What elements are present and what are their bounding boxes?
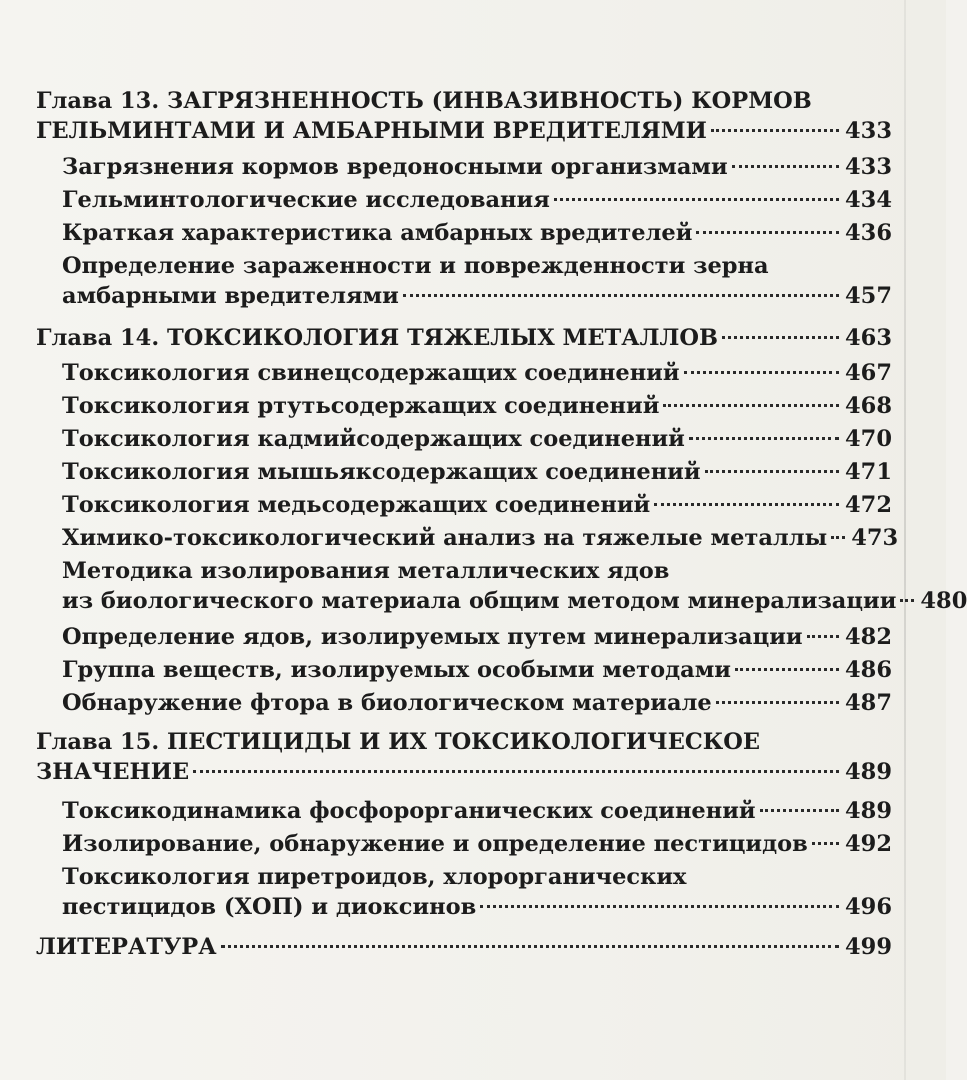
toc-page-number: 463 <box>845 325 892 351</box>
toc-entry-title: Загрязнения кормов вредоносными организмами <box>62 154 728 180</box>
dot-leader <box>480 905 839 908</box>
toc-section <box>36 556 967 616</box>
toc-section <box>36 829 892 859</box>
toc-page-number: 467 <box>845 360 892 386</box>
toc-page-number: 480 <box>920 588 967 614</box>
dot-leader <box>807 635 839 638</box>
dot-leader <box>735 668 839 671</box>
toc-page-number: 433 <box>845 154 892 180</box>
dot-leader <box>705 470 839 473</box>
toc-page-number: 496 <box>845 894 892 920</box>
toc-section <box>36 358 892 388</box>
toc-entry-title: ЛИТЕРАТУРА <box>36 934 217 960</box>
toc-section <box>36 688 892 718</box>
toc-entry-title: амбарными вредителями <box>62 283 399 309</box>
toc-entry-title: Группа веществ, изолируемых особыми методами <box>62 657 731 683</box>
dot-leader <box>403 294 839 297</box>
toc-section <box>36 796 892 826</box>
toc-entry-title-line1: Глава 13. ЗАГРЯЗНЕННОСТЬ (ИНВАЗИВНОСТЬ) КОРМОВ <box>36 88 812 114</box>
dot-leader <box>900 599 914 602</box>
toc-page-number: 487 <box>845 690 892 716</box>
toc-section <box>36 862 892 922</box>
toc-section <box>36 424 892 454</box>
toc-section <box>36 490 892 520</box>
toc-page-number: 473 <box>851 525 899 551</box>
dot-leader <box>663 404 839 407</box>
toc-page-number: 482 <box>845 624 892 650</box>
toc-entry-title-line1: Определение зараженности и поврежденности зерна <box>62 253 769 279</box>
toc-section <box>36 655 892 685</box>
dot-leader <box>711 129 839 132</box>
toc-entry-title-line1: Глава 15. ПЕСТИЦИДЫ И ИХ ТОКСИКОЛОГИЧЕСКОЕ <box>36 729 760 755</box>
dot-leader <box>722 336 839 339</box>
dot-leader <box>732 165 839 168</box>
toc-entry-title: Токсикология свинецсодержащих соединений <box>62 360 680 386</box>
toc-section <box>36 622 892 652</box>
toc-entry-title: Токсикология мышьяксодержащих соединений <box>62 459 701 485</box>
toc-entry-title: Токсикодинамика фосфорорганических соединений <box>62 798 756 824</box>
toc-section <box>36 218 892 248</box>
toc-chapter-15 <box>36 727 892 787</box>
dot-leader <box>760 809 839 812</box>
toc-entry-title: Краткая характеристика амбарных вредителей <box>62 220 693 246</box>
toc-page-number: 433 <box>845 118 892 144</box>
dot-leader <box>696 231 839 234</box>
toc-entry-title-line1: Методика изолирования металлических ядов <box>62 558 670 584</box>
toc-page-number: 436 <box>845 220 892 246</box>
page-edge-shadow <box>904 0 906 1080</box>
dot-leader <box>554 198 839 201</box>
toc-page-number: 471 <box>845 459 892 485</box>
toc-entry-title: Обнаружение фтора в биологическом материале <box>62 690 712 716</box>
toc-page-number: 434 <box>845 187 892 213</box>
toc-entry-title: Изолирование, обнаружение и определение пестицидов <box>62 831 808 857</box>
toc-entry-title: Токсикология медьсодержащих соединений <box>62 492 651 518</box>
dot-leader <box>812 842 839 845</box>
toc-chapter-14 <box>36 323 892 353</box>
dot-leader <box>684 371 839 374</box>
toc-entry-title: Гельминтологические исследования <box>62 187 550 213</box>
toc-chapter-13 <box>36 86 892 146</box>
dot-leader <box>689 437 839 440</box>
dot-leader <box>654 503 839 506</box>
toc-page-number: 499 <box>845 934 892 960</box>
dot-leader <box>831 536 845 539</box>
toc-section <box>36 457 892 487</box>
toc-entry-title: ГЕЛЬМИНТАМИ И АМБАРНЫМИ ВРЕДИТЕЛЯМИ <box>36 118 707 144</box>
toc-section <box>36 391 892 421</box>
toc-entry-title: Глава 14. ТОКСИКОЛОГИЯ ТЯЖЕЛЫХ МЕТАЛЛОВ <box>36 325 719 351</box>
dot-leader <box>716 701 839 704</box>
toc-section <box>36 185 892 215</box>
toc-page-number: 486 <box>845 657 892 683</box>
toc-entry-title: Токсикология ртутьсодержащих соединений <box>62 393 660 419</box>
toc-section <box>36 152 892 182</box>
toc-page-number: 470 <box>845 426 892 452</box>
dot-leader <box>193 770 839 773</box>
toc-section <box>36 251 892 311</box>
dot-leader <box>221 945 839 948</box>
toc-page-number: 489 <box>845 798 892 824</box>
toc-entry-title: Определение ядов, изолируемых путем минерализации <box>62 624 803 650</box>
toc-page-number: 457 <box>845 283 892 309</box>
toc-page-number: 472 <box>845 492 892 518</box>
toc-entry-title: из биологического материала общим методом минерализации <box>62 588 897 614</box>
toc-entry-title: Химико-токсикологический анализ на тяжелые металлы <box>62 525 828 551</box>
toc-page-number: 489 <box>845 759 892 785</box>
toc-section <box>36 523 899 553</box>
toc-entry-title: ЗНАЧЕНИЕ <box>36 759 190 785</box>
toc-page-number: 492 <box>845 831 892 857</box>
toc-entry-title: Токсикология кадмийсодержащих соединений <box>62 426 685 452</box>
toc-literature <box>36 932 892 962</box>
toc-page-number: 468 <box>845 393 892 419</box>
toc-entry-title: пестицидов (ХОП) и диоксинов <box>62 894 477 920</box>
toc-entry-title-line1: Токсикология пиретроидов, хлорорганических <box>62 864 687 890</box>
